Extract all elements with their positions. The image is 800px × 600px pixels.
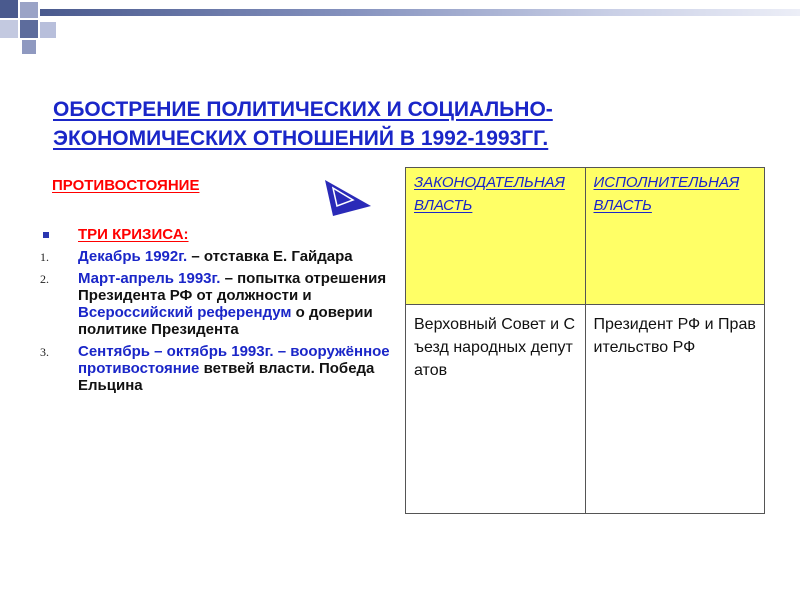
header-label-line: ЗАКОНОДАТЕЛЬНАЯ — [414, 174, 565, 191]
subtitle: ПРОТИВОСТОЯНИЕ — [52, 177, 200, 194]
decor-gradient-bar — [40, 9, 800, 16]
square-bullet-icon — [43, 232, 49, 238]
title-line-1: ОБОСТРЕНИЕ ПОЛИТИЧЕСКИХ И СОЦИАЛЬНО- — [53, 98, 553, 121]
decor-square — [0, 0, 18, 18]
list-item — [40, 343, 390, 394]
list-number: 2. — [40, 272, 49, 286]
decor-square — [22, 40, 36, 54]
table-header-cell — [585, 168, 765, 305]
cell-text: Верховный Совет и Съезд народных депутатов — [414, 316, 576, 379]
decor-square — [20, 2, 38, 18]
header-label — [414, 171, 577, 217]
triangle-arrow-icon — [323, 178, 373, 218]
crisis-text: о доверии политике Президента — [78, 304, 373, 338]
crisis-heading-row — [40, 226, 390, 246]
crisis-heading: ТРИ КРИЗИСА: — [78, 226, 189, 243]
list-item — [40, 248, 390, 265]
table-header-row — [406, 168, 765, 305]
table-row — [406, 305, 765, 514]
list-number: 3. — [40, 345, 49, 359]
title-line-2: ЭКОНОМИЧЕСКИХ ОТНОШЕНИЙ В 1992-1993ГГ. — [53, 127, 549, 150]
table-header-cell — [406, 168, 586, 305]
crisis-date: Март-апрель 1993г. — [78, 270, 221, 287]
table-cell — [585, 305, 765, 514]
list-item — [40, 270, 390, 338]
crisis-list — [40, 248, 390, 394]
decor-square — [20, 20, 38, 38]
decor-square — [0, 20, 18, 38]
header-label-line: ВЛАСТЬ — [414, 197, 473, 214]
crisis-highlight: Всероссийский референдум — [78, 304, 292, 321]
header-label-line: ИСПОЛНИТЕЛЬНАЯ — [593, 174, 740, 191]
list-number: 1. — [40, 250, 49, 264]
table-cell — [406, 305, 586, 514]
crisis-block — [40, 226, 390, 399]
decor-square — [40, 22, 56, 38]
crisis-text: ветвей власти. Победа Ельцина — [78, 360, 375, 394]
power-table — [405, 167, 765, 514]
crisis-text: – отставка Е. Гайдара — [187, 248, 353, 265]
crisis-date: Декабрь 1992г. — [78, 248, 188, 265]
crisis-date: Сентябрь – октябрь 1993г. – вооружённое противостояние — [78, 343, 390, 377]
header-label — [594, 171, 757, 217]
crisis-text: – попытка отрешения Президента РФ от должности и — [78, 270, 387, 304]
cell-text: Президент РФ и Правительство РФ — [593, 316, 756, 356]
header-label-line: ВЛАСТЬ — [593, 197, 652, 214]
slide-title — [53, 95, 773, 153]
